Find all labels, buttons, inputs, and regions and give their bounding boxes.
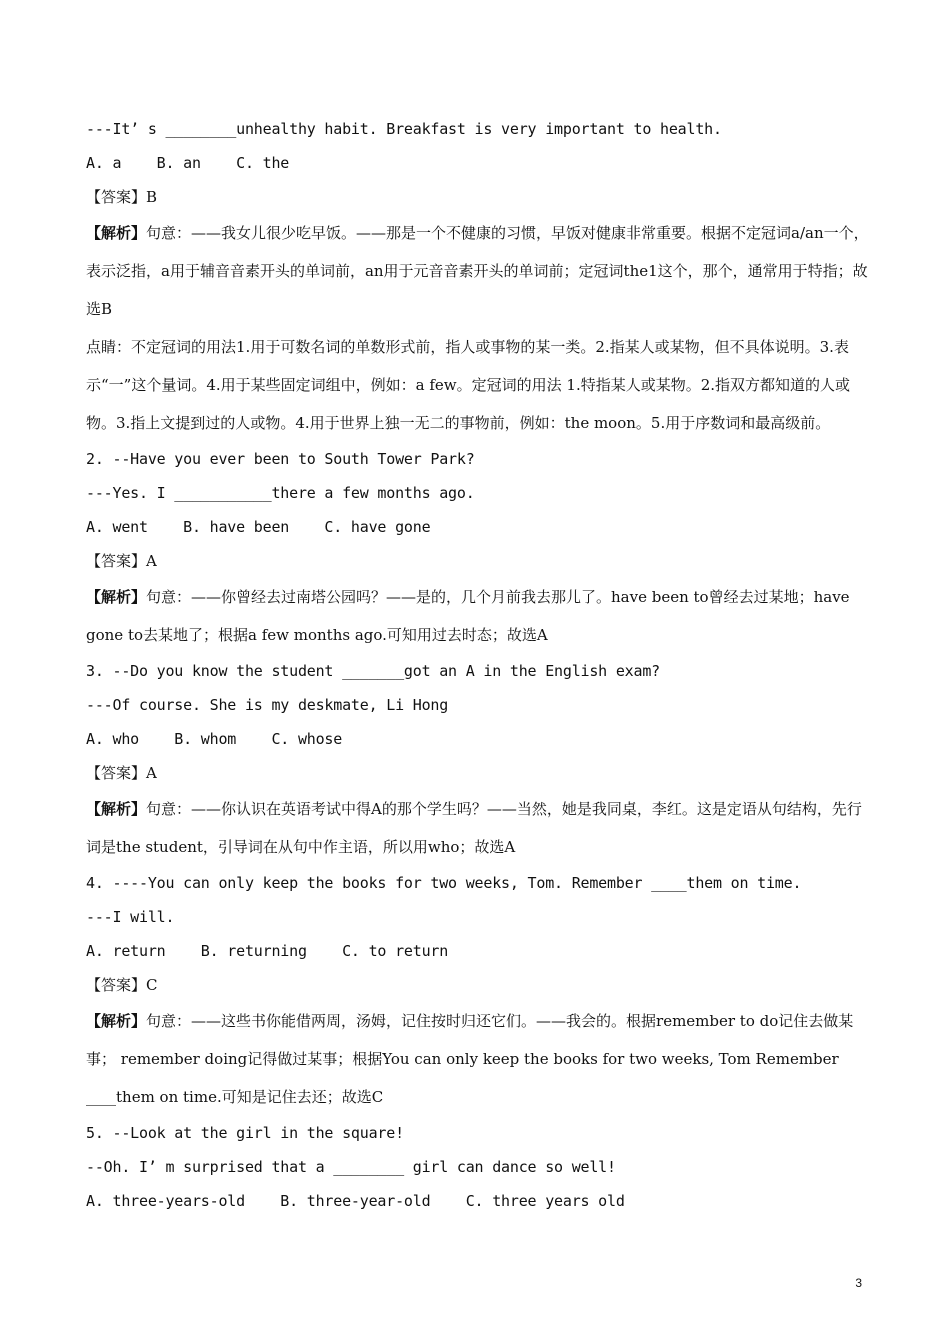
question-line: 4. ----You can only keep the books for two weeks, Tom. Remember ____them on time. (86, 874, 802, 892)
options-line: A. return B. returning C. to return (86, 942, 449, 960)
analysis-label: 【解析】 (86, 800, 147, 818)
tip-paragraph: 点睛：不定冠词的用法1.用于可数名词的单数形式前，指人或事物的某一类。2.指某人或某物，但不具体说明。3.表示“一”这个量词。4.用于某些固定词组中，例如：a few。定冠词的用法 1.特指某人或某物。2.指双方都知道的人或物。3.指上文提到过的人或物。4.用于世界上独一无二的事物前，例如：the moon。5.用于序数词和最高级前。 (86, 338, 851, 432)
question-line: --Oh. I’ m surprised that a ________ girl can dance so well! (86, 1158, 616, 1176)
answer-line: 【答案】C (86, 976, 158, 994)
page-number: 3 (855, 1276, 862, 1290)
analysis-text: 句意：——这些书你能借两周，汤姆，记住按时归还它们。——我会的。根据remember to do记住去做某事； remember doing记得做过某事；根据You can only keep the books for two weeks, Tom Remember ____them on time.可知是记住去还；故选C (86, 1012, 854, 1106)
analysis-paragraph (86, 578, 876, 654)
question-line: 5. --Look at the girl in the square! (86, 1124, 404, 1142)
document-body (86, 112, 876, 1218)
analysis-label: 【解析】 (86, 224, 147, 242)
analysis-label: 【解析】 (86, 1012, 147, 1030)
analysis-paragraph (86, 214, 876, 328)
options-line: A. three-years-old B. three-year-old C. three years old (86, 1192, 625, 1210)
answer-line: 【答案】A (86, 764, 157, 782)
question-line: ---I will. (86, 908, 175, 926)
question-line: 2. --Have you ever been to South Tower Park? (86, 450, 475, 468)
analysis-paragraph (86, 790, 876, 866)
answer-line: 【答案】A (86, 552, 157, 570)
options-line: A. a B. an C. the (86, 154, 290, 172)
options-line: A. who B. whom C. whose (86, 730, 343, 748)
question-line: ---Of course. She is my deskmate, Li Hong (86, 696, 449, 714)
analysis-text: 句意：——你曾经去过南塔公园吗？——是的，几个月前我去那儿了。have been to曾经去过某地；have gone to去某地了；根据a few months ago.可知用过去时态；故选A (86, 588, 850, 644)
analysis-label: 【解析】 (86, 588, 147, 606)
answer-line: 【答案】B (86, 188, 158, 206)
options-line: A. went B. have been C. have gone (86, 518, 431, 536)
question-line: ---Yes. I ___________there a few months ago. (86, 484, 475, 502)
question-line: 3. --Do you know the student _______got an A in the English exam? (86, 662, 660, 680)
analysis-text: 句意：——你认识在英语考试中得A的那个学生吗？——当然，她是我同桌，李红。这是定语从句结构，先行词是the student，引导词在从句中作主语，所以用who；故选A (86, 800, 862, 856)
analysis-text: 句意：——我女儿很少吃早饭。——那是一个不健康的习惯，早饭对健康非常重要。根据不定冠词a/an一个，表示泛指，a用于辅音音素开头的单词前，an用于元音音素开头的单词前；定冠词the1这个，那个，通常用于特指；故选B (86, 224, 869, 318)
question-line: ---It’ s ________unhealthy habit. Breakfast is very important to health. (86, 120, 722, 138)
analysis-paragraph (86, 1002, 876, 1116)
